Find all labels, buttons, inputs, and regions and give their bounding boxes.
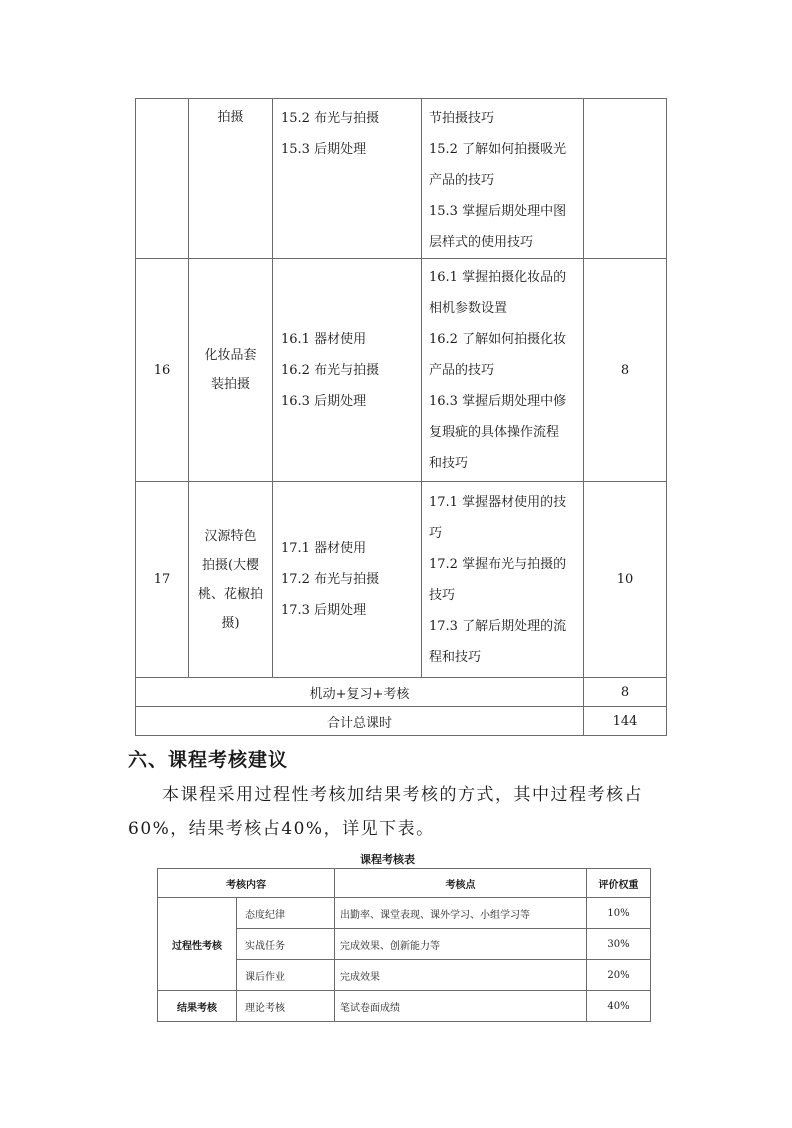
assessment-weight: 20% <box>587 960 651 991</box>
goals-cell <box>422 482 584 678</box>
goal-line: 复瑕疵的具体操作流程 <box>429 424 560 440</box>
goal-line: 17.2 掌握布光与拍摄的 <box>429 556 567 572</box>
subtopics-cell <box>273 482 422 678</box>
subtopic-line: 15.3 后期处理 <box>281 142 367 157</box>
assessment-item: 理论考核 <box>237 991 335 1022</box>
flex-hours: 8 <box>584 678 667 707</box>
assessment-row <box>158 991 651 1022</box>
total-label: 合计总课时 <box>136 707 584 736</box>
assessment-item: 实战任务 <box>237 929 335 960</box>
topic-name-cell <box>189 482 273 678</box>
goal-line: 16.1 掌握拍摄化妆品的 <box>429 269 567 285</box>
week-cell <box>136 99 189 259</box>
subtopics-cell <box>273 259 422 482</box>
topic-name-line: 拍摄 <box>217 110 244 125</box>
assessment-item: 态度纪律 <box>237 898 335 929</box>
group-result: 结果考核 <box>158 991 237 1022</box>
goal-line: 产品的技巧 <box>429 362 495 378</box>
section-paragraph: 本课程采用过程性考核加结果考核的方式，其中过程考核占60%，结果考核占40%，详见下表。 <box>128 785 643 839</box>
goal-line: 17.1 掌握器材使用的技 <box>429 494 567 510</box>
assessment-weight: 30% <box>587 929 651 960</box>
goal-line: 15.3 掌握后期处理中图 <box>429 204 567 219</box>
total-hours: 144 <box>584 707 667 736</box>
subtopic-line: 16.2 布光与拍摄 <box>281 362 380 378</box>
week-cell: 17 <box>136 482 189 678</box>
subtopic-line: 16.1 器材使用 <box>281 331 367 347</box>
goal-line: 和技巧 <box>429 455 469 471</box>
assessment-header-row <box>158 869 651 898</box>
assessment-points: 完成效果 <box>335 960 587 991</box>
subtopic-line: 15.2 布光与拍摄 <box>281 111 380 126</box>
assessment-table-caption: 课程考核表 <box>360 853 415 866</box>
topic-name-line: 拍摄(大樱 <box>201 557 260 573</box>
assessment-table <box>157 868 651 1022</box>
goal-line: 程和技巧 <box>429 649 482 665</box>
flex-label: 机动+复习+考核 <box>136 678 584 707</box>
hours-cell <box>584 99 667 259</box>
goal-line: 15.2 了解如何拍摄吸光 <box>429 142 567 157</box>
header-weight: 评价权重 <box>587 869 651 898</box>
goals-cell <box>422 259 584 482</box>
goal-line: 16.2 了解如何拍摄化妆 <box>429 331 567 347</box>
topic-name-line: 装拍摄 <box>210 377 250 392</box>
subtopic-line: 17.2 布光与拍摄 <box>281 572 380 587</box>
schedule-row <box>136 99 667 259</box>
goal-line: 产品的技巧 <box>429 173 495 188</box>
goal-line: 层样式的使用技巧 <box>429 235 534 250</box>
schedule-row <box>136 482 667 678</box>
goal-line: 技巧 <box>429 587 456 603</box>
goal-line: 相机参数设置 <box>429 300 508 316</box>
assessment-weight: 10% <box>587 898 651 929</box>
assessment-item: 课后作业 <box>237 960 335 991</box>
week-cell: 16 <box>136 259 189 482</box>
topic-name-line: 化妆品套 <box>204 348 257 363</box>
goals-cell <box>422 99 584 259</box>
total-row <box>136 707 667 736</box>
header-content: 考核内容 <box>158 869 335 898</box>
hours-cell: 8 <box>584 259 667 482</box>
topic-name-cell <box>189 99 273 259</box>
topic-name-line: 桃、花椒拍 <box>197 586 263 602</box>
header-points: 考核点 <box>335 869 587 898</box>
subtopic-line: 17.1 器材使用 <box>281 541 367 556</box>
goal-line: 巧 <box>429 525 443 541</box>
subtopic-line: 17.3 后期处理 <box>281 603 367 618</box>
topic-name-line: 汉源特色 <box>204 528 257 544</box>
goal-line: 16.3 掌握后期处理中修 <box>429 393 567 409</box>
goal-line: 节拍摄技巧 <box>429 111 495 126</box>
subtopics-cell <box>273 99 422 259</box>
schedule-table <box>135 98 667 736</box>
assessment-row <box>158 898 651 929</box>
assessment-weight: 40% <box>587 991 651 1022</box>
group-process: 过程性考核 <box>158 898 237 991</box>
schedule-row <box>136 259 667 482</box>
topic-name-cell <box>189 259 273 482</box>
assessment-points: 完成效果、创新能力等 <box>335 929 587 960</box>
assessment-points: 笔试卷面成绩 <box>335 991 587 1022</box>
goal-line: 17.3 了解后期处理的流 <box>429 618 567 634</box>
subtopic-line: 16.3 后期处理 <box>281 393 367 409</box>
topic-name-line: 摄) <box>221 615 240 631</box>
flex-row <box>136 678 667 707</box>
hours-cell: 10 <box>584 482 667 678</box>
section-heading: 六、课程考核建议 <box>128 749 289 771</box>
assessment-points: 出勤率、课堂表现、课外学习、小组学习等 <box>335 898 587 929</box>
